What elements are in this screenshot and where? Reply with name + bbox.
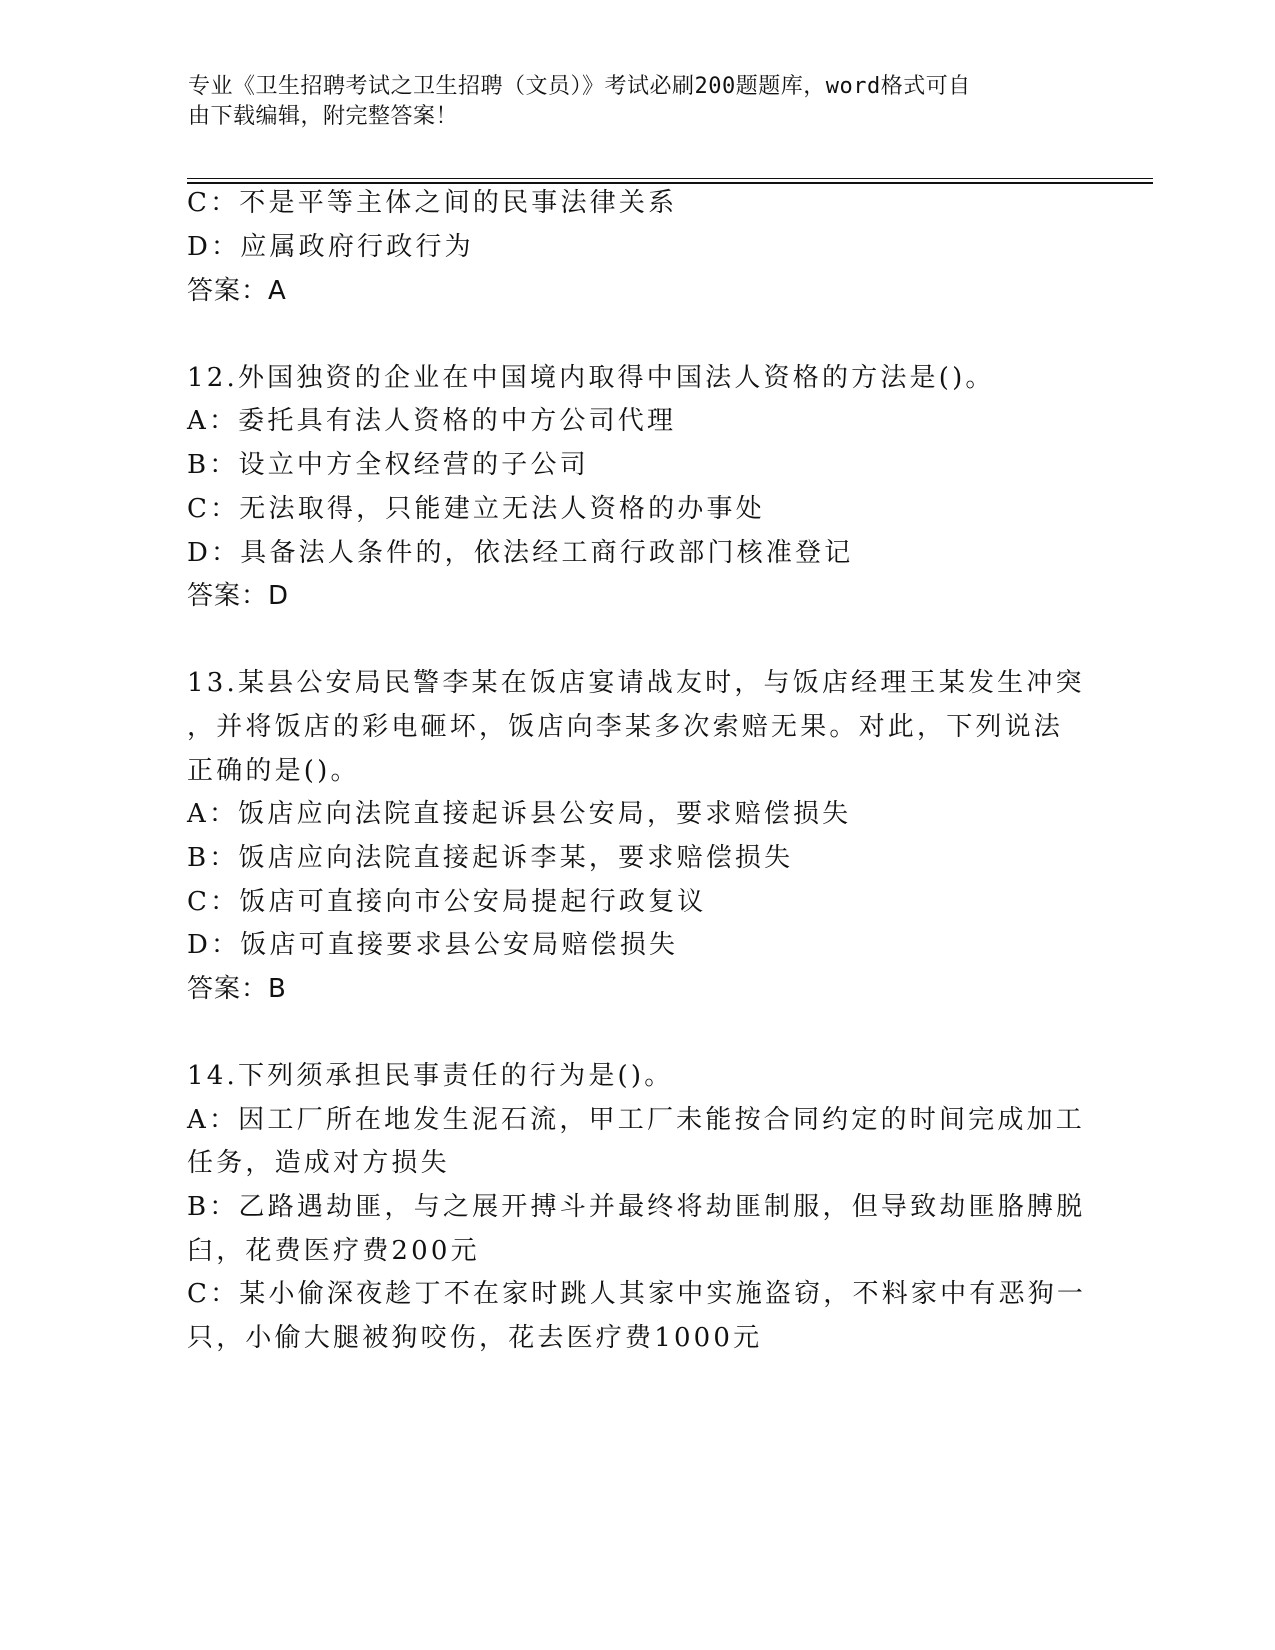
q13-stem-line-2: ，并将饭店的彩电砸坏，饭店向李某多次索赔无果。对此，下列说法 <box>187 712 1064 742</box>
q13-option-b: B：饭店应向法院直接起诉李某，要求赔偿损失 <box>187 843 794 873</box>
q14-option-b-line-2: 臼，花费医疗费200元 <box>187 1236 480 1266</box>
header-line-1: 专业《卫生招聘考试之卫生招聘（文员）》考试必刷200题题库，word格式可自 <box>188 74 971 99</box>
q13-stem-line-1: 13.某县公安局民警李某在饭店宴请战友时，与饭店经理王某发生冲突 <box>187 668 1085 698</box>
document-header <box>188 72 1068 132</box>
prev-option-d: D：应属政府行政行为 <box>187 232 474 262</box>
q14-option-a-line-1: A：因工厂所在地发生泥石流，甲工厂未能按合同约定的时间完成加工 <box>187 1105 1085 1135</box>
q12-answer: 答案：D <box>187 581 290 611</box>
q13-option-a: A：饭店应向法院直接起诉县公安局，要求赔偿损失 <box>187 799 852 829</box>
q14-option-b-line-1: B：乙路遇劫匪，与之展开搏斗并最终将劫匪制服，但导致劫匪胳膊脱 <box>187 1192 1086 1222</box>
q14-option-a-line-2: 任务，造成对方损失 <box>187 1148 450 1178</box>
q14-option-c-line-1: C：某小偷深夜趁丁不在家时跳人其家中实施盗窃，不料家中有恶狗一 <box>187 1279 1087 1309</box>
q13-answer: 答案：B <box>187 974 287 1004</box>
q14-option-c-line-2: 只，小偷大腿被狗咬伤，花去医疗费1000元 <box>187 1323 763 1353</box>
header-divider-thick <box>187 182 1153 184</box>
q12-option-b: B：设立中方全权经营的子公司 <box>187 450 589 480</box>
q13-option-c: C：饭店可直接向市公安局提起行政复议 <box>187 887 707 917</box>
q13-stem-line-3: 正确的是()。 <box>187 756 360 786</box>
q12-option-d: D：具备法人条件的，依法经工商行政部门核准登记 <box>187 538 854 568</box>
header-divider-thin <box>187 178 1153 179</box>
prev-answer: 答案：A <box>187 276 287 306</box>
q14-stem: 14.下列须承担民事责任的行为是()。 <box>187 1061 674 1091</box>
q12-option-a: A：委托具有法人资格的中方公司代理 <box>187 406 677 436</box>
prev-option-c: C：不是平等主体之间的民事法律关系 <box>187 188 678 218</box>
q13-option-d: D：饭店可直接要求县公安局赔偿损失 <box>187 930 679 960</box>
header-line-2: 由下载编辑，附完整答案！ <box>188 104 459 129</box>
q12-option-c: C：无法取得，只能建立无法人资格的办事处 <box>187 494 765 524</box>
q12-stem: 12.外国独资的企业在中国境内取得中国法人资格的方法是()。 <box>187 363 995 393</box>
